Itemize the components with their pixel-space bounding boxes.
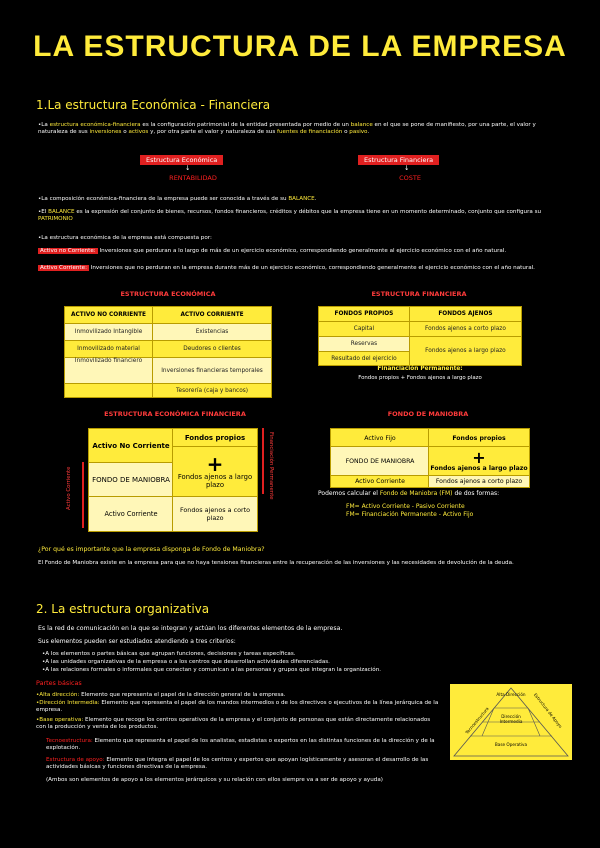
activo-no-corriente-def: Activo no Corriente: Inversiones que perduran a lo largo de más de un ejercicio económico, correspondiendo generalmente al ejercicio económico con el año natural. [40, 248, 507, 254]
eco-cell-empty [65, 384, 153, 398]
text-segment: . [314, 196, 317, 202]
fm-formula-1: FM= Activo Corriente - Pasivo Corriente [346, 503, 465, 510]
text-segment: en el que se pone de manifiesto, por una parte, el valor y naturaleza de sus [38, 122, 536, 135]
text-segment: BALANCE [288, 196, 315, 202]
text-segment: . [367, 129, 370, 135]
parte-base-operativa: •Base operativa: Elemento que recoge los centros operativos de la empresa y el conjunto de personas que están directamente relacionados con la producción y venta de los productos. [36, 717, 431, 730]
fin-header-fp: FONDOS PROPIOS [319, 307, 410, 322]
eco-header-ac: ACTIVO CORRIENTE [153, 307, 272, 324]
arrow-down-icon: ↓ [185, 164, 191, 172]
s2-bullet: •A los elementos o partes básicas que agrupan funciones, decisiones y tareas específicas. [42, 651, 296, 657]
text-segment: es la configuración patrimonial de la entidad presentada por medio de un [140, 122, 351, 128]
eco-fin-title: ESTRUCTURA ECONÓMICA FINANCIERA [104, 410, 246, 418]
text-segment: •El [38, 209, 49, 215]
fondo-de-maniobra-box: FONDO DE MANIOBRA [88, 462, 174, 498]
fm-formula-2: FM= Financiación Permanente - Activo Fijo [346, 511, 474, 518]
text-segment: •La [38, 122, 50, 128]
activo-fijo-box: Activo Fijo [330, 428, 430, 448]
s1-intro [38, 122, 564, 136]
plus-icon: + [472, 448, 486, 467]
text-segment: PATRIMONIO [38, 216, 73, 222]
text-segment: fuentes de financiación [277, 129, 343, 135]
financiacion-permanente-side-label: Financiación Permanente [268, 432, 274, 500]
activo-corriente-def: Activo Corriente: Inversiones que no perduran en la empresa durante más de un ejercicio económico, correspondiendo generalmente el ejercicio económico con el año natural. [40, 265, 535, 271]
fin-cell: Fondos ajenos a largo plazo [409, 337, 521, 366]
fin-cell: Fondos ajenos a corto plazo [409, 322, 521, 337]
eco-cell: Inmovilizado financiero [65, 358, 153, 384]
section-2-heading: 2. La estructura organizativa [36, 602, 210, 616]
text-segment: estructura económica-financiera [49, 122, 141, 128]
fm-calc-intro: Podemos calcular el Fondo de Maniobra (FM) de dos formas: [318, 490, 500, 497]
eco-cell: Tesorería (caja y bancos) [153, 384, 272, 398]
eco-cell: Deudores o clientes [153, 341, 272, 358]
parte-direccion-intermedia: •Dirección Intermedia: Elemento que representa el papel de los mandos intermedios o de los directivos o ejecutivos de la línea jerárquica de la empresa. [36, 700, 439, 713]
page-title: LA ESTRUCTURA DE LA EMPRESA [33, 30, 567, 63]
eco-cell: Inmovilizado Intangible [65, 324, 153, 341]
fondos-propios-box: Fondos propios [172, 428, 258, 448]
fin-header-fa: FONDOS AJENOS [409, 307, 521, 322]
eco-table-title: ESTRUCTURA ECONÓMICA [120, 290, 216, 298]
text-segment: y, por otra parte el valor y naturaleza de sus [148, 129, 278, 135]
text-segment: balance [350, 122, 373, 128]
text-segment: BALANCE [48, 209, 75, 215]
text-segment: o [121, 129, 129, 135]
activo-corriente-label: Activo Corriente: [40, 265, 87, 271]
bracket-line [262, 428, 264, 494]
pyramid-tecnoestructura: Tecnoestructura [464, 706, 490, 735]
eco-header-anc: ACTIVO NO CORRIENTE [65, 307, 153, 324]
coste-label: COSTE [399, 174, 421, 182]
arrow-down-icon: ↓ [404, 164, 410, 172]
s2-footer-note: (Ambos son elementos de apoyo a los elementos jerárquicos y su relación con ellos siempre va a ser de apoyo y ayuda) [46, 777, 383, 783]
pyramid-direccion-intermedia: Dirección Intermedia [499, 714, 523, 724]
fondo-maniobra-title: FONDO DE MANIOBRA [387, 410, 469, 418]
fondos-ajenos-cp-box: Fondos ajenos a corto plazo [428, 475, 530, 488]
partes-basicas-title: Partes básicas [36, 679, 82, 687]
bracket-line [82, 462, 84, 528]
fondos-ajenos-cp-box: Fondos ajenos a corto plazo [172, 496, 258, 532]
pyramid-estructura-apoyo: Estructura de Apoyo [532, 692, 564, 729]
activo-corriente-side-label: Activo Corriente [66, 466, 72, 510]
fin-cell: Reservas [319, 337, 410, 352]
financiacion-permanente-text: Fondos propios + Fondos ajenos a largo plazo [358, 375, 482, 381]
pyramid-diagram [450, 684, 572, 760]
text-segment: activos [128, 129, 149, 135]
pyramid-alta-direccion: Alta Dirección [496, 692, 526, 697]
estructura-economica-table [64, 306, 272, 398]
financiacion-permanente-title: Financiación Permanente: [377, 366, 463, 372]
estructura-financiera-tag: Estructura Financiera [358, 155, 439, 165]
eco-cell: Existencias [153, 324, 272, 341]
fondos-propios-box: Fondos propios [428, 428, 530, 448]
text-segment: •La composición económica-financiera de la empresa puede ser conocida a través de su [38, 196, 289, 202]
fondos-ajenos-lp-box [428, 446, 530, 477]
s2-bullet: •A las unidades organizativas de la empresa o a los centros que desarrollan actividades diferenciadas. [42, 659, 330, 665]
parte-alta-direccion: •Alta dirección: Elemento que representa el papel de la dirección general de la empresa. [36, 692, 286, 698]
activo-corriente-box: Activo Corriente [88, 496, 174, 532]
fin-table-title: ESTRUCTURA FINANCIERA [371, 290, 467, 298]
eco-cell: Inmovilizado material [65, 341, 153, 358]
fm-answer: El Fondo de Maniobra existe en la empresa para que no haya tensiones financieras entre la recuperación de las inversiones y las necesidades de devolución de la deuda. [38, 560, 514, 566]
pyramid-base-operativa: Base Operativa [494, 742, 528, 747]
balance-bullet-2 [38, 209, 564, 223]
activo-no-corriente-box: Activo No Corriente [88, 428, 174, 464]
s2-sub: Sus elementos pueden ser estudiados atendiendo a tres criterios: [38, 638, 236, 645]
fin-cell: Capital [319, 322, 410, 337]
activo-no-corriente-label: Activo no Corriente: [40, 248, 96, 254]
text-segment: pasivo [349, 129, 368, 135]
fondo-maniobra-box: FONDO DE MANIOBRA [330, 446, 430, 477]
fin-cell: Resultado del ejercicio [319, 352, 410, 366]
fondos-ajenos-lp-box [172, 446, 258, 498]
plus-icon: + [206, 452, 224, 476]
composition-bullet: •La estructura económica de la empresa está compuesta por: [38, 235, 212, 241]
rentabilidad-label: RENTABILIDAD [169, 174, 217, 182]
section-1-heading: 1.La estructura Económica - Financiera [36, 98, 271, 112]
activo-corriente-box: Activo Corriente [330, 475, 430, 488]
text-segment: es la expresión del conjunto de bienes, recursos, fondos financieros, créditos y débitos que la empresa tiene en un momento determinado, conjunto que configura su [74, 209, 542, 215]
fal-label: Fondos ajenos a largo plazo [430, 465, 528, 472]
fal-label: Fondos ajenos a largo plazo [177, 473, 253, 489]
balance-bullet-1 [38, 196, 564, 203]
s2-intro: Es la red de comunicación en la que se integran y actúan los diferentes elementos de la empresa. [38, 625, 343, 632]
tecnoestructura-def: Tecnoestructura: Elemento que representa el papel de los analistas, estadistas o expertos en las distintas funciones de la dirección y de la explotación. [46, 738, 435, 751]
estructura-financiera-table [318, 306, 522, 366]
s2-bullet: •A las relaciones formales o informales que conectan y comunican a las personas y grupos que integran la organización. [42, 667, 382, 673]
estructura-apoyo-def: Estructura de apoyo: Elemento que integra el papel de los centros y expertos que apoyan logísticamente y asesoran el desarrollo de las actividades básicas y funciones directivas de la empresa. [46, 757, 429, 770]
fm-question: ¿Por qué es importante que la empresa disponga de Fondo de Maniobra? [38, 546, 265, 553]
eco-cell: Inversiones financieras temporales [153, 358, 272, 384]
text-segment: o [342, 129, 350, 135]
text-segment: inversiones [89, 129, 122, 135]
estructura-economica-tag: Estructura Económica [140, 155, 223, 165]
